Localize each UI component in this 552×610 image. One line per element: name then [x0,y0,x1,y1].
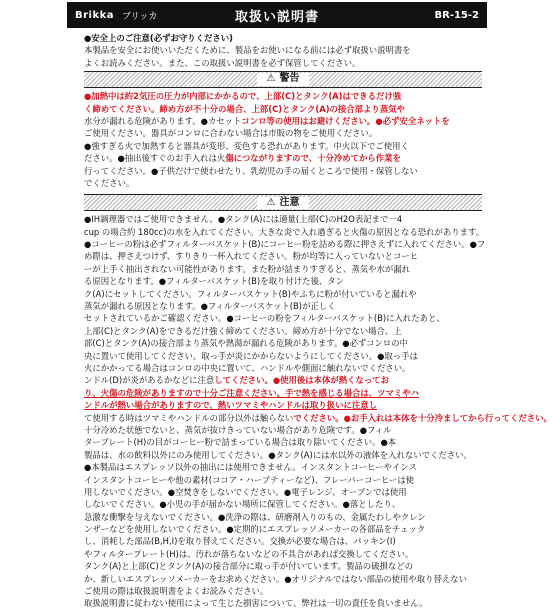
caution-line: ンドル(D)が炎があるかなどに注意してください。●使用後は本体が熱くなってお [84,375,390,386]
warning-line: く締めてください。締め方が不十分の場合、上部(C)とタンク(A)の接合部より蒸気や [84,103,405,114]
caution-line: て使用する時はツマミやハンドルの部分以外は触らないでください。●お手入れは本体を十分冷ましてから行ってください。 [84,412,552,423]
caution-line: ●IH調理器ではご使用できません。●タンク(A)には適量(上部(C)のH2O表記まで一4 [84,214,403,225]
caution-line: ーが上手く抽出されない可能性があります。また粉が詰まりすぎると、蒸気や水が漏れ [84,263,410,274]
caution-line: 火にかかってる場合はコンロの中央に置いて、ハンドルや側面に触れないでください。 [84,362,411,373]
warning-line: でください。 [84,177,135,188]
caution-line: 央に置いて使用してください。取っ手が炎にかからないようにしてください。●取っ手は [84,350,418,361]
safety-heading: ●安全上のご注意(必ずお守りください) [84,33,233,43]
caution-banner-label [257,197,310,209]
caution-line: か、新しいエスプレッソメーカーをお求めください。●オリジナルではない部品の使用や取り替えない [84,573,468,584]
warning-line: ださい。●抽出後すぐのお手入れは火傷につながりますので、十分冷めてから作業を [84,153,401,164]
header-bar [67,2,487,28]
safety-line: よくお読みください。また、この取扱い説明書を必ず保管してください。 [84,57,361,68]
warning-title: 警告 [279,73,300,85]
caution-line: cup の場合約 180cc)の水を入れてください。大きな炎で入れ過ぎると火傷の原因となる恐れがあります。 [84,226,485,237]
caution-line: ンザーなどを使用しないでください。●定期的にエスプレッソメーカーの各部品をチェック [84,524,426,535]
warning-triangle-icon: ⚠ [266,73,276,85]
caution-line: ンドルが熱い場合がありますので、熱いツマミやハンドルは取り扱いに注意し [84,400,377,411]
caution-line: 蒸気が漏れる原因となります。●フィルターバスケット(B)が正しく [84,301,336,312]
caution-line: ターブレート(H)の目がコーヒー粉で詰まっている場合は取り除いてください。●本 [84,437,397,448]
warning-line: ご使用ください。器具がコンロに合わない場合は市販の物をご使用ください。 [84,128,378,139]
caution-banner [84,194,482,211]
caution-line: 取扱説明書に従わない使用によって生じた損害について、弊社は一切の責任を負いません。 [84,598,428,609]
warning-line: ●強すぎる火で加熱すると器具が変形、変色する恐れがあります。中火以下でご使用く [84,140,409,151]
caution-line: ●コーヒーの粉は必ずフィルターバスケット(B)にコーヒー粉を詰める際に押さえずに入れてください。●フ [84,239,486,250]
brand-name-kana: ブリッカ [122,11,158,22]
caution-line: ●本製品はエスプレッソ以外の抽出には使用できません。インスタントコーヒーやインス [84,462,417,473]
brand-name: Brikka [75,9,115,21]
caution-line: る原因となります。●フィルターバスケット(B)を取り付けた後、タン [84,276,344,287]
warning-banner-label [257,73,310,85]
caution-line: インスタントコーヒーや他の素材(ココア・ハーブティーなど)、フレーバーコーヒーは使 [84,474,415,485]
model-number: BR-15-2 [434,9,479,21]
caution-line: し、消耗した部品(B,H,I)を取り替えてください。交換が必要な場合は、パッキン(I) [84,536,396,547]
caution-title: 注意 [279,196,300,208]
caution-line: 用しないでください。●空焚きをしないでください。●電子レンジ、オーブンでは使用 [84,486,407,497]
caution-line: り、火傷の危険がありますので十分ご注意ください。手で熱を感じる場合は、ツマミやハ [84,387,419,398]
caution-text-block [84,213,552,610]
caution-line: 十分冷めた状態でないと、蒸気が抜けきっていない場合があり危険です。●フィル [84,424,392,435]
caution-line: ご使用の際は取扱説明書をよくお読みください。 [84,586,269,597]
safety-line: 本製品を安全にお使いいただくために、製品をお使いになる前には必ず取扱い説明書を [84,45,411,56]
warning-line: 水分が漏れる危険があります。●カセットコンロ等の使用はお避けください。●必ず安全ネットを [84,115,450,126]
warning-banner [84,71,482,88]
caution-triangle-icon: ⚠ [266,196,276,208]
warning-text-block [84,90,482,189]
warning-line: ●加熱中は約2気圧の圧力が内部にかかるので、上部(C)とタンク(A)はできるだけ強 [84,91,402,102]
document-title: 取扱い説明書 [234,9,320,25]
caution-line: 上部(C)とタンク(A)をできるだけ強く締めてください。締め方が十分でない場合、上 [84,325,402,336]
manual-body [84,32,552,610]
caution-line: セットされているかご確認ください。●コーヒーの粉をフィルターバスケット(B)に入れたあと、 [84,313,445,324]
caution-line: 製品は、水の飲料以外にのみ使用してください。●タンク(A)には水以外の液体を入れないでください。 [84,449,472,460]
caution-line: しないでください。●小児の手が届かない場所に保管してください。●落としたり、 [84,499,401,510]
caution-line: やフィルタープレート(H)は、汚れが落ちないなどの不具合があれば交換してください。 [84,548,414,559]
caution-line: 急激な衝撃を与えないでください。●洗浄の際は、研磨剤入りのもの、金属たわしやクレン [84,511,426,522]
caution-line: め際は、押さえつけず、すりきり一杯入れてください。粉が均等に入っていないとコーヒ [84,251,419,262]
warning-line: 行ってください。●子供だけで使わせたり、乳幼児の手の届くところで使用・保管しない [84,165,418,176]
caution-line: タンク(A)と上部(C)とタンク(A)の接合部分に取っ手が付いています。製品の破損などの [84,561,414,572]
caution-line: 部(C)とタンク(A)の接合部より蒸気や熱湯が漏れる危険があります。●必ずコンロの中 [84,338,408,349]
caution-line: ク(A)にセットしてください。フィルターバスケット(B)やふちに粉が付いていると漏れや [84,288,417,299]
